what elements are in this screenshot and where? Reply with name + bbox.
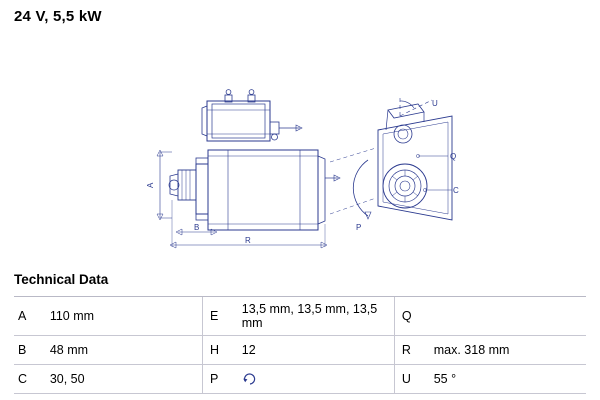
row-value-r: max. 318 mm xyxy=(428,336,586,365)
row-key-a: A xyxy=(14,297,44,336)
row-value-e: 13,5 mm, 13,5 mm, 13,5 mm xyxy=(236,297,395,336)
row-value-u: 55 ° xyxy=(428,365,586,394)
svg-text:C: C xyxy=(453,186,459,195)
row-key-h: H xyxy=(202,336,235,365)
row-key-c: C xyxy=(14,365,44,394)
svg-text:P: P xyxy=(356,223,362,232)
technical-data-table xyxy=(14,297,586,394)
row-value-c: 30, 50 xyxy=(44,365,203,394)
page-title: 24 V, 5,5 kW xyxy=(14,8,102,25)
starter-motor-diagram xyxy=(0,38,600,253)
row-key-e: E xyxy=(202,297,235,336)
svg-text:U: U xyxy=(432,99,438,108)
technical-data-heading: Technical Data xyxy=(14,272,109,287)
table-row xyxy=(14,297,586,336)
row-key-q: Q xyxy=(394,297,427,336)
svg-text:A: A xyxy=(146,182,155,188)
svg-text:B: B xyxy=(194,223,200,232)
row-value-h: 12 xyxy=(236,336,395,365)
row-value-a: 110 mm xyxy=(44,297,203,336)
technical-drawing xyxy=(0,38,600,253)
svg-text:Q: Q xyxy=(450,152,457,161)
svg-text:R: R xyxy=(245,236,251,245)
row-key-u: U xyxy=(394,365,427,394)
rotation-cw-icon xyxy=(242,372,258,386)
row-key-b: B xyxy=(14,336,44,365)
row-key-p: P xyxy=(202,365,235,394)
row-key-r: R xyxy=(394,336,427,365)
table-row xyxy=(14,365,586,394)
row-value-q xyxy=(428,297,586,336)
row-value-p xyxy=(236,365,395,394)
table-row xyxy=(14,336,586,365)
row-value-b: 48 mm xyxy=(44,336,203,365)
